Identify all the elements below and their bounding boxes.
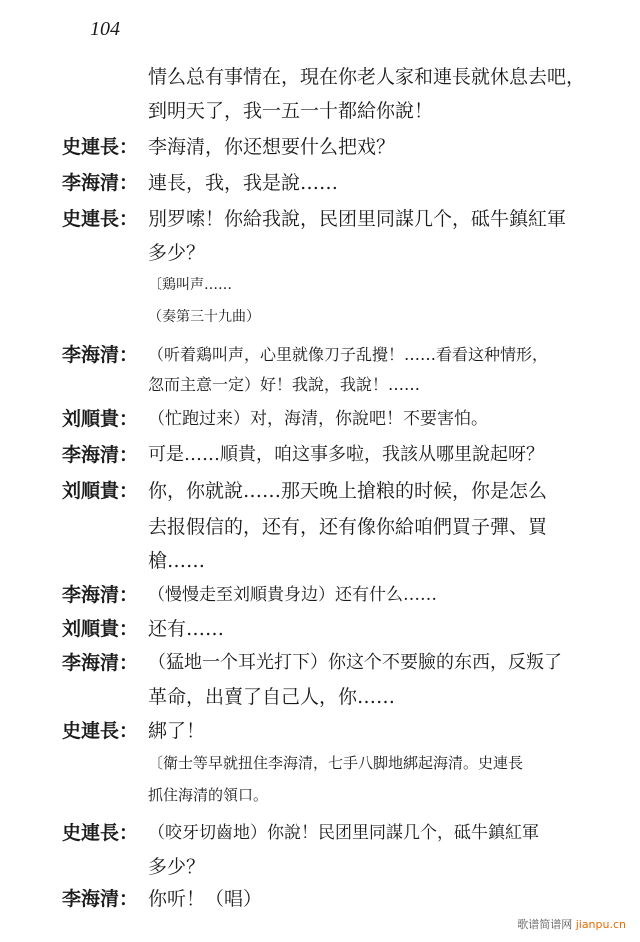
dialogue-line: （听着鶏叫声，心里就像刀子乱攪！……看看这种情形，	[148, 345, 549, 364]
speaker-label: 刘順貴：	[62, 408, 139, 430]
page-number: 104	[90, 18, 120, 40]
speaker-label: 史連長：	[62, 822, 139, 844]
watermark-en: jianpu.cn	[575, 918, 626, 931]
speaker-label: 刘順貴：	[62, 618, 139, 640]
stage-direction: （奏第三十九曲）	[148, 309, 260, 325]
speaker-label: 李海清：	[62, 584, 139, 606]
dialogue-line: （忙跑过来）对，海清，你說吧！不要害怕。	[148, 409, 488, 429]
stage-direction: 〔衛士等早就扭住李海清，七手八脚地綁起海清。史連長	[148, 754, 524, 772]
dialogue-line: 革命，出賣了自己人，你……	[148, 686, 396, 708]
dialogue-line: 忽而主意一定）好！我說，我說！……	[148, 375, 421, 394]
dialogue-line: 多少？	[148, 856, 206, 878]
dialogue-line: 可是……順貴，咱这事多啦，我該从哪里說起呀？	[148, 444, 544, 465]
dialogue-line: 情么总有事情在，現在你老人家和連長就休息去吧，	[148, 66, 586, 88]
dialogue-line: （咬牙切齒地）你說！民团里同謀几个，砥牛鎮紅軍	[148, 823, 539, 843]
speaker-label: 李海清：	[62, 344, 139, 366]
dialogue-line: 槍……	[148, 550, 206, 572]
stage-direction: 抓住海清的領口。	[148, 786, 269, 804]
speaker-label: 史連長：	[62, 136, 139, 158]
dialogue-line: 你，你就說……那天晚上搶粮的时候，你是怎么	[148, 480, 548, 502]
speaker-label: 刘順貴：	[62, 480, 139, 502]
dialogue-line: 綁了！	[148, 720, 206, 742]
dialogue-line: 到明天了，我一五一十都給你說！	[148, 100, 434, 122]
dialogue-line: 你听！（唱）	[148, 888, 263, 910]
speaker-label: 李海清：	[62, 652, 139, 674]
speaker-label: 李海清：	[62, 172, 139, 194]
dialogue-line: 別罗嗦！你給我說，民团里同謀几个，砥牛鎮紅軍	[148, 208, 567, 230]
dialogue-line: 連長，我，我是說……	[148, 172, 339, 194]
dialogue-line: （猛地一个耳光打下）你这个不要臉的东西，反叛了	[148, 652, 562, 673]
watermark-cn: 歌谱简谱网	[517, 918, 573, 931]
dialogue-line: （慢慢走至刘順貴身边）还有什么……	[148, 585, 437, 605]
speaker-label: 李海清：	[62, 888, 139, 910]
site-watermark	[517, 916, 626, 932]
stage-direction: 〔鶏叫声……	[148, 277, 232, 293]
dialogue-line: 多少？	[148, 242, 206, 264]
dialogue-line: 还有……	[148, 618, 225, 640]
speaker-label: 史連長：	[62, 208, 139, 230]
speaker-label: 史連長：	[62, 720, 139, 742]
dialogue-line: 去报假信的，还有，还有像你給咱們買子彈、買	[148, 516, 548, 538]
speaker-label: 李海清：	[62, 444, 139, 466]
dialogue-line: 李海清，你还想要什么把戏？	[148, 136, 396, 158]
